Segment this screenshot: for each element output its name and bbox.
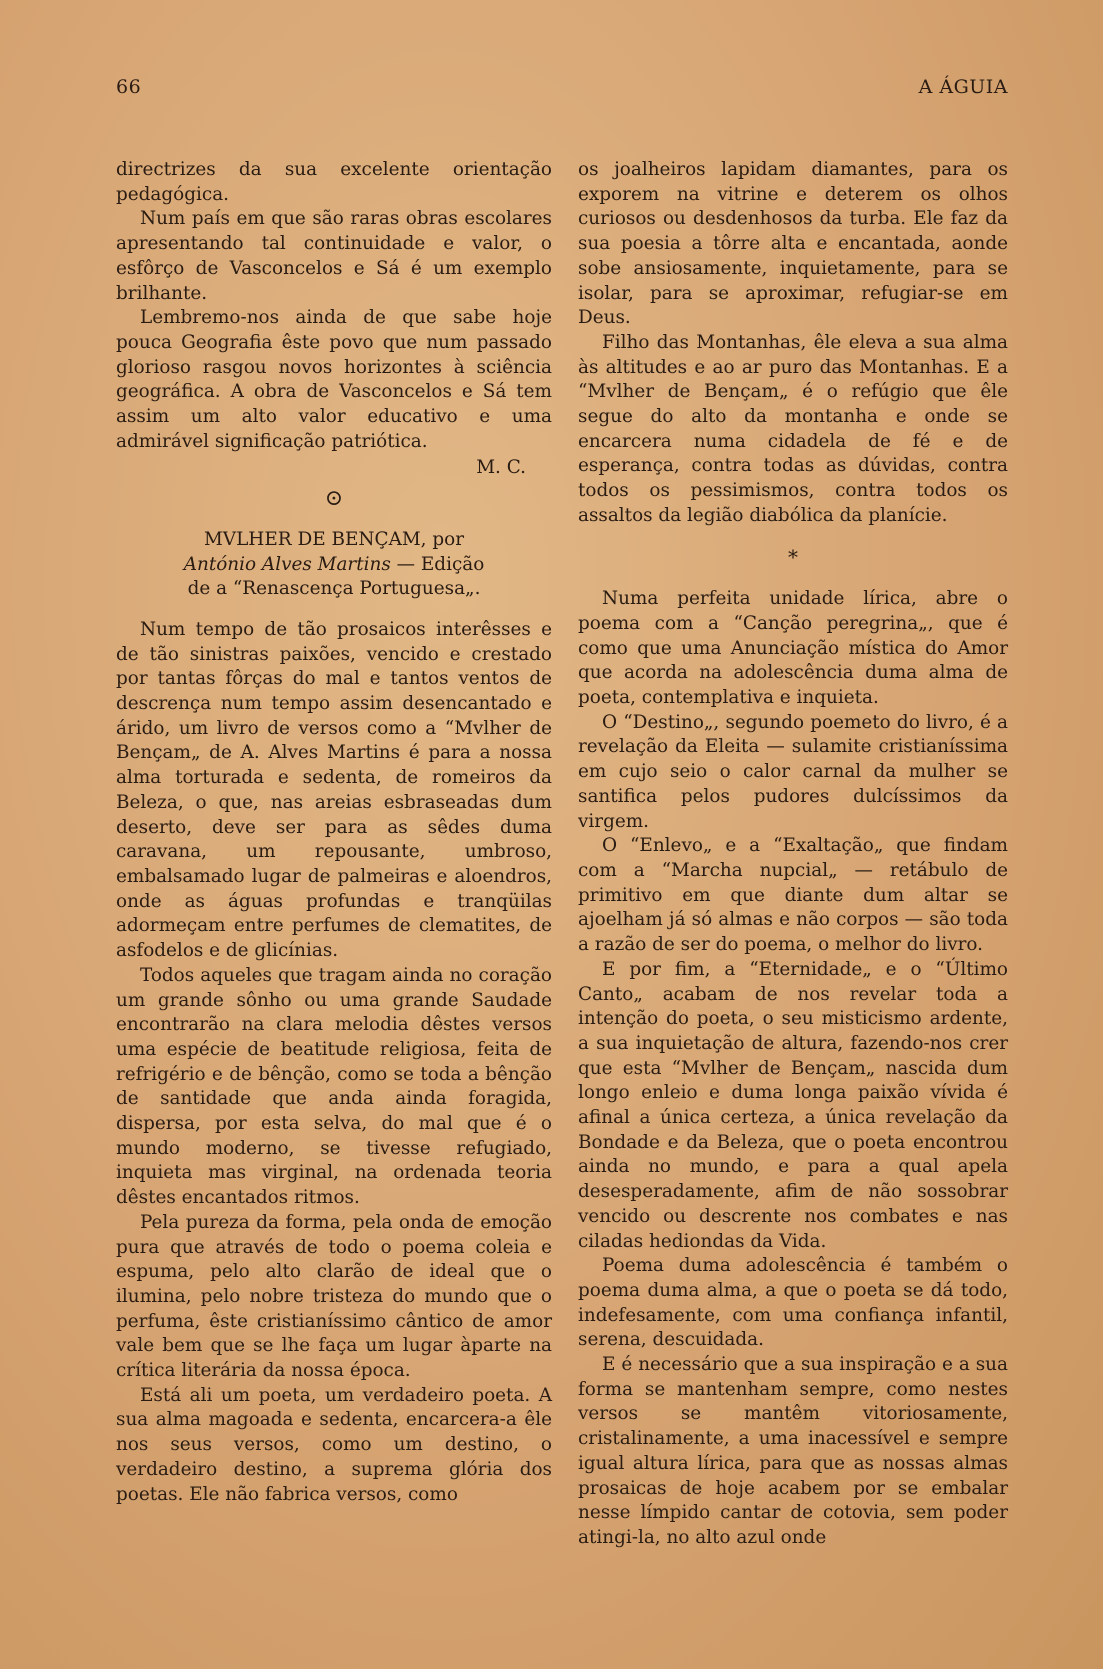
paragraph: Lembremo-nos ainda de que sabe hoje pouca Geografia êste povo que num passado glorioso rasgou novos horizontes à sciência geográfica. A obra de Vasconcelos e Sá tem assim um alto valor educativo e uma admirável significação patriótica. <box>116 307 552 452</box>
paragraph: E por fim, a “Eternidade„ e o “Último Canto„ acabam de nos revelar toda a intenção do poeta, o seu misticismo ardente, a sua inquietação de altura, fazendo-nos crer que esta “Mvlher de Bençam„ nascida dum longo enleio e duma longa paixão vívida é afinal a única certeza, a única revelação da Bondade e da Beleza, que o poeta encontrou ainda no mundo, e para a qual apela desesperadamente, afim de não sossobrar vencido ou descrente nos combates e nas ciladas hediondas da Vida. <box>578 958 1008 1252</box>
left-column <box>116 158 552 1507</box>
review-publisher: de a “Renascença Portuguesa„. <box>187 578 481 600</box>
review-edition: — Edição <box>396 553 485 575</box>
journal-title: A ÁGUIA <box>918 76 1008 98</box>
paragraph: Filho das Montanhas, êle eleva a sua alma às altitudes e ao ar puro das Montanhas. E a “Mvlher de Bençam„ é o refúgio que êle segue do alto da montanha e onde se encarcera numa cidadela de fé e de esperança, contra todas as dúvidas, contra todos os pessimismos, contra todos os assaltos da legião diabólica da planície. <box>578 331 1008 526</box>
paragraph: Num país em que são raras obras escolares apresentando tal continuidade e valor, o esfôrço de Vasconcelos e Sá é um exemplo brilhante. <box>116 208 552 304</box>
review-title: MVLHER DE BENÇAM, por <box>203 528 465 550</box>
section-separator: * <box>788 544 798 569</box>
page-number: 66 <box>116 76 142 98</box>
paragraph: Pela pureza da forma, pela onda de emoção pura que através de todo o poema coleia e espuma, pelo alto clarão de ideal que o ilumina, pelo nobre tristeza do mundo que o perfuma, êste cristianíssimo cântico de amor vale bem que se lhe faça um lugar àparte na crítica literária da nossa época. <box>116 1211 552 1382</box>
page-header <box>116 76 1008 98</box>
paragraph: Num tempo de tão prosaicos interêsses e de tão sinistras paixões, vencido e crestado por tantas fôrças do mal e tantos ventos de descrença num tempo assim desencantado e árido, um livro de versos como a “Mvlher de Bençam„ de A. Alves Martins é para a nossa alma torturada e sedenta, de romeiros da Beleza, o que, nas areias esbraseadas dum deserto, deve ser para as sêdes duma caravana, um repousante, umbroso, embalsamado lugar de palmeiras e aloendros, onde as águas profundas e tranqüilas adormeçam entre perfumes de clematites, de asfodelos e de glicínias. <box>116 618 552 962</box>
paragraph: directrizes da sua excelente orientação pedagógica. <box>116 159 552 205</box>
review-author-line <box>116 553 552 578</box>
paragraph: Poema duma adolescência é também o poema duma alma, a que o poeta se dá todo, indefesamente, com uma confiança infantil, serena, descuidada. <box>578 1255 1008 1351</box>
paragraph: Numa perfeita unidade lírica, abre o poema com a “Canção peregrina„, que é como que uma Anunciação mística do Amor que acorda na adolescência duma alma de poeta, contemplativa e inquieta. <box>578 588 1008 709</box>
paragraph: O “Enlevo„ e a “Exaltação„ que findam com a “Marcha nupcial„ — retábulo de primitivo em que diante dum altar se ajoelham já só almas e não corpos — são toda a razão de ser do poema, o melhor do livro. <box>578 835 1008 956</box>
paragraph: os joalheiros lapidam diamantes, para os exporem na vitrine e deterem os olhos curiosos ou desdenhosos da turba. Ele faz da sua poesia a tôrre alta e encantada, aonde sobe ansiosamente, inquietamente, para se isolar, para se aproximar, refugiar-se em Deus. <box>578 159 1008 329</box>
paragraph: Está ali um poeta, um verdadeiro poeta. A sua alma magoada e sedenta, encarcera-a êle nos seus versos, como um destino, o verdadeiro destino, a suprema glória dos poetas. Ele não fabrica versos, como <box>116 1384 552 1505</box>
review-author: António Alves Martins <box>183 553 391 575</box>
ornament-icon: ⊙ <box>324 486 344 512</box>
review-heading <box>116 528 552 602</box>
paragraph: O “Destino„, segundo poemeto do livro, é a revelação da Eleita — sulamite cristianíssima em cujo seio o calor carnal da mulher se santifica pelos pudores dulcíssimos da virgem. <box>578 711 1008 832</box>
right-column <box>578 158 1008 1551</box>
paragraph: Todos aqueles que tragam ainda no coração um grande sônho ou uma grande Saudade encontrarão na clara melodia dêstes versos uma espécie de beatitude religiosa, feita de refrigério e de bênção, como se toda a bênção de santidade que anda ainda foragida, dispersa, por esta selva, do mal que é o mundo moderno, se tivesse refugiado, inquieta mas virginal, na ordenada teoria dêstes encantados ritmos. <box>116 964 552 1209</box>
paragraph: E é necessário que a sua inspiração e a sua forma se mantenham sempre, como nestes versos se mantêm vitoriosamente, cristalinamente, a uma inacessível e sempre igual altura lírica, para que as nossas almas prosaicas de hoje acabem por se embalar nesse límpido cantar de cotovia, sem poder atingi-la, no alto azul onde <box>578 1354 1008 1548</box>
signature: M. C. <box>476 457 526 479</box>
